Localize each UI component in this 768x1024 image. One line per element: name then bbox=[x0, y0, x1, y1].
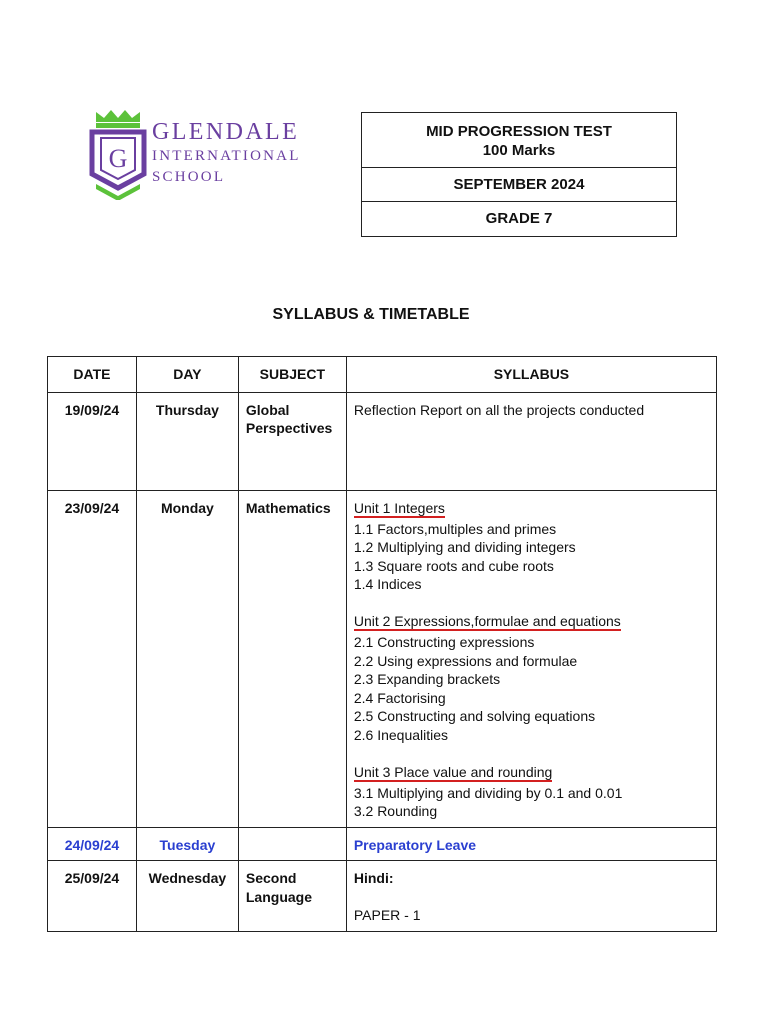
syllabus-item: 1.3 Square roots and cube roots bbox=[353, 557, 554, 574]
table-row bbox=[48, 490, 717, 827]
row-subject bbox=[238, 861, 346, 931]
row-date: 23/09/24 bbox=[48, 490, 137, 827]
test-title-row bbox=[362, 113, 676, 168]
row-date: 24/09/24 bbox=[48, 827, 137, 861]
syllabus-item: 3.1 Multiplying and dividing by 0.1 and 0.01 bbox=[353, 784, 623, 801]
header-subject: SUBJECT bbox=[238, 357, 346, 393]
syllabus-item: 2.4 Factorising bbox=[353, 689, 446, 706]
subject-line: Global bbox=[245, 401, 290, 418]
row-day: Wednesday bbox=[136, 861, 238, 931]
row-day: Tuesday bbox=[136, 827, 238, 861]
row-date: 19/09/24 bbox=[48, 392, 137, 490]
unit-title: Unit 3 Place value and rounding bbox=[353, 763, 553, 780]
syllabus-item: 2.2 Using expressions and formulae bbox=[353, 652, 578, 669]
school-logo bbox=[88, 108, 318, 200]
subject-line: Second bbox=[245, 870, 297, 887]
crest-icon bbox=[88, 108, 148, 200]
subject-line: Perspectives bbox=[245, 420, 333, 437]
row-subject bbox=[238, 827, 346, 861]
syllabus-language: Hindi: bbox=[353, 870, 394, 887]
section-title: SYLLABUS & TIMETABLE bbox=[272, 306, 470, 323]
syllabus-item: 1.4 Indices bbox=[353, 576, 422, 593]
row-syllabus: Reflection Report on all the projects conducted bbox=[346, 392, 716, 490]
subject-line: Language bbox=[245, 888, 312, 905]
test-info-box bbox=[361, 112, 677, 237]
syllabus-item: 3.2 Rounding bbox=[353, 803, 438, 820]
row-date: 25/09/24 bbox=[48, 861, 137, 931]
syllabus-item: 2.3 Expanding brackets bbox=[353, 671, 501, 688]
timetable bbox=[47, 356, 717, 932]
syllabus-item: 2.5 Constructing and solving equations bbox=[353, 708, 596, 725]
syllabus-item: 2.6 Inequalities bbox=[353, 726, 449, 743]
table-row bbox=[48, 861, 717, 931]
syllabus-item: 2.1 Constructing expressions bbox=[353, 633, 535, 650]
row-day: Monday bbox=[136, 490, 238, 827]
row-day: Thursday bbox=[136, 392, 238, 490]
row-subject bbox=[238, 392, 346, 490]
crest-letter: G bbox=[108, 144, 128, 173]
syllabus-item: 1.2 Multiplying and dividing integers bbox=[353, 539, 576, 556]
syllabus-paper: PAPER - 1 bbox=[353, 906, 421, 923]
header-syllabus: SYLLABUS bbox=[346, 357, 716, 393]
school-name-line1: GLENDALE bbox=[152, 119, 300, 145]
table-row bbox=[48, 827, 717, 861]
table-header-row bbox=[48, 357, 717, 393]
row-syllabus: Preparatory Leave bbox=[346, 827, 716, 861]
test-month: SEPTEMBER 2024 bbox=[453, 176, 585, 193]
test-title: MID PROGRESSION TEST bbox=[426, 123, 612, 140]
header-day: DAY bbox=[136, 357, 238, 393]
row-syllabus bbox=[346, 861, 716, 931]
test-month-row bbox=[362, 168, 676, 202]
test-marks: 100 Marks bbox=[482, 142, 556, 159]
header-date: DATE bbox=[48, 357, 137, 393]
syllabus-item: 1.1 Factors,multiples and primes bbox=[353, 520, 557, 537]
school-name bbox=[152, 118, 301, 188]
school-name-line2: INTERNATIONAL bbox=[152, 148, 301, 164]
unit-title: Unit 1 Integers bbox=[353, 499, 445, 516]
table-row bbox=[48, 392, 717, 490]
test-grade: GRADE 7 bbox=[485, 210, 553, 227]
row-syllabus bbox=[346, 490, 716, 827]
school-name-line3: SCHOOL bbox=[152, 169, 226, 185]
test-grade-row bbox=[362, 202, 676, 236]
row-subject: Mathematics bbox=[238, 490, 346, 827]
unit-title: Unit 2 Expressions,formulae and equations bbox=[353, 612, 621, 629]
